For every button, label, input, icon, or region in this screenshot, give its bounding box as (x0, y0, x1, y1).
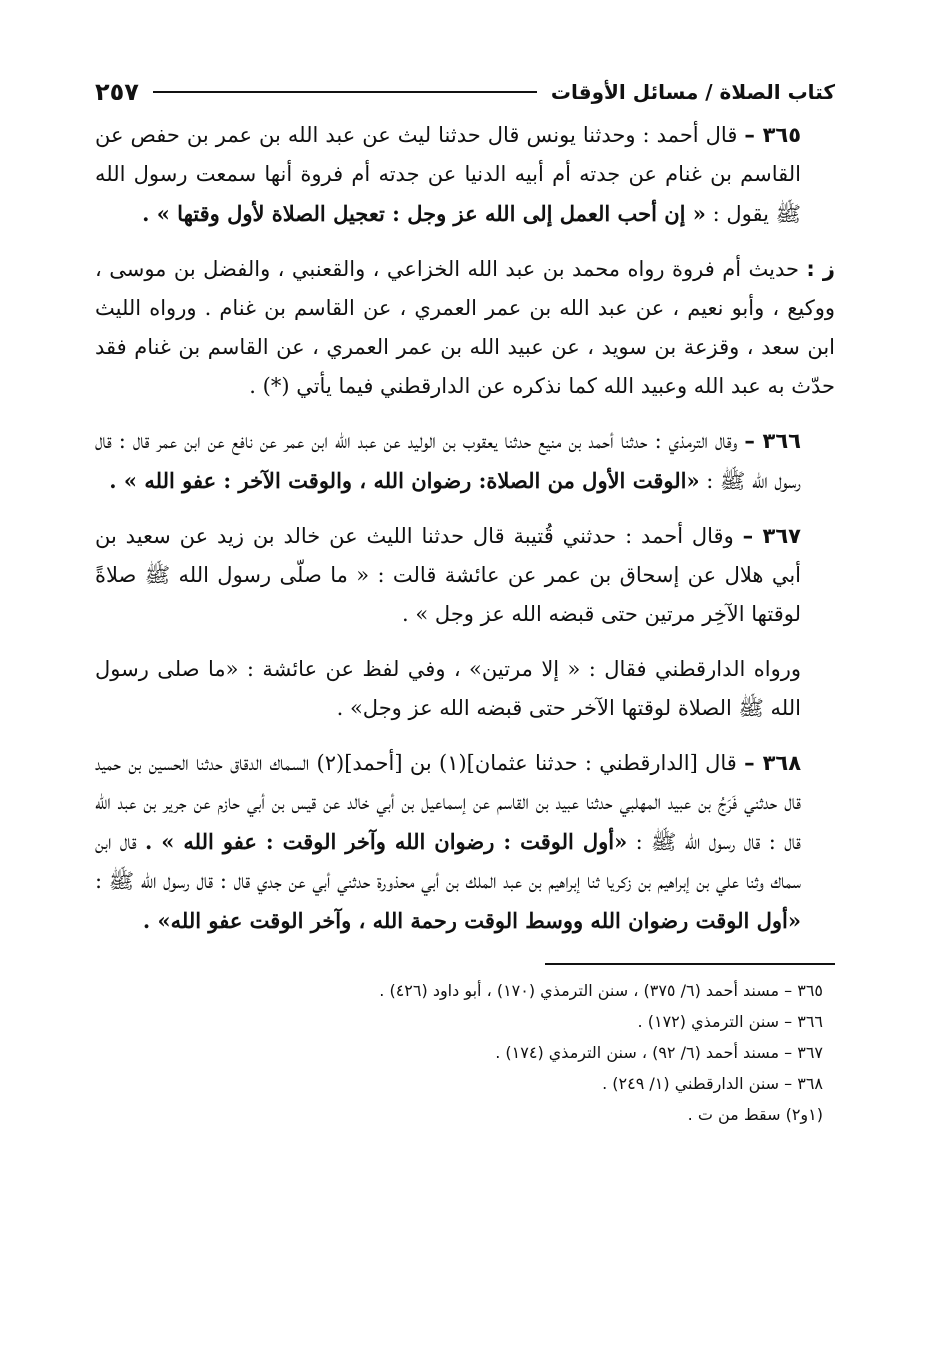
commentary-paragraph (95, 250, 835, 406)
commentary-text: حديث أم فروة رواه محمد بن عبد الله الخزاعي ، والقعنبي ، والفضل بن موسى ، ووكيع ، وأبو نعيم ، عن عبد الله بن عمر العمري ، عن القاسم بن غنام . ورواه الليث ابن سعد ، وقزعة بن سويد ، عن عبيد الله بن عمر العمري ، عن القاسم بن غنام فقد حدّث به عبد الله وعبيد الله كما نذكره عن الدارقطني فيما يأتي (*) . (95, 257, 835, 398)
header-rule (153, 91, 537, 93)
running-header (95, 72, 835, 112)
footnote-item: ٣٦٥ – مسند أحمد (٦/ ٣٧٥) ، سنن الترمذي (١٧٠) ، أبو داود (٤٢٦) . (379, 981, 823, 1000)
note-text: ورواه الدارقطني فقال : « إلا مرتين» ، وفي لفظ عن عائشة : «ما صلى رسول الله ﷺ الصلاة لوقتها الآخر حتى قبضه الله عز وجل» . (95, 657, 801, 720)
hadith-number: ٣٦٧ – (742, 524, 801, 548)
hadith-367 (95, 517, 835, 634)
footnotes-list (95, 975, 835, 1130)
chapter-title: كتاب الصلاة / مسائل الأوقات (550, 80, 835, 104)
page-number: ٢٥٧ (95, 78, 139, 106)
footnote-item: (١و٢) سقط من ت . (687, 1105, 823, 1124)
hadith-number: ٣٦٨ – (744, 751, 802, 775)
hadith-368 (95, 744, 835, 941)
commentary-marker: ز : (806, 257, 835, 281)
hadith-quote: «الوقت الأول من الصلاة: رضوان الله ، والوقت الآخر : عفو الله » . (109, 468, 700, 493)
footnote-item: ٣٦٧ – مسند أحمد (٦/ ٩٢) ، سنن الترمذي (١٧٤) . (495, 1043, 823, 1062)
hadith-number: ٣٦٥ – (744, 123, 802, 147)
hadith-quote-second: «أول الوقت رضوان الله ووسط الوقت رحمة الله ، وآخر الوقت عفو الله» . (142, 908, 801, 933)
hadith-text: وقال أحمد : حدثني قُتيبة قال حدثنا الليث عن خالد بن زيد عن سعيد بن أبي هلال عن إسحاق بن عمر عن عائشة قالت : « ما صلّى رسول الله ﷺ صلاةً لوقتها الآخِر مرتين حتى قبضه الله عز وجل » . (95, 524, 801, 626)
footnote-item: ٣٦٦ – سنن الترمذي (١٧٢) . (637, 1012, 823, 1031)
footnote-separator (545, 963, 835, 965)
hadith-number: ٣٦٦ – (744, 429, 801, 453)
footnote-item: ٣٦٨ – سنن الدارقطني (١/ ٢٤٩) . (602, 1074, 823, 1093)
hadith-text: قال [الدارقطني : حدثنا عثمان](١) بن [أحمد](٢) السماك الدقاق حدثنا الحسين بن حميد قال حدثني فَرَجُ بن عبيد المهلبي حدثنا عبيد بن القاسم عن إسماعيل بن أبي خالد عن قيس بن أبي حازم عن جرير بن عبد الله قال : قال رسول الله ﷺ : (95, 751, 801, 854)
main-text (95, 116, 835, 941)
hadith-366 (95, 422, 835, 501)
hadith-text-continued: قال ابن سماك وثنا علي بن إبراهيم بن زكريا ثنا إبراهيم بن عبد الملك بن أبي محذورة حدثني أبي عن جدي قال : قال رسول الله ﷺ : (95, 830, 801, 893)
hadith-quote: «أول الوقت : رضوان الله وآخر الوقت : عفو الله » . (144, 829, 628, 854)
hadith-quote: « إن أحب العمل إلى الله عز وجل : تعجيل الصلاة لأول وقتها » . (142, 201, 706, 226)
daraqutni-note (95, 650, 835, 728)
hadith-text: وقال الترمذي : حدثنا أحمد بن منيع حدثنا يعقوب بن الوليد عن عبد الله ابن عمر عن نافع عن ابن عمر قال : قال رسول الله ﷺ : (95, 429, 801, 493)
hadith-365 (95, 116, 835, 234)
hadith-text: قال أحمد : وحدثنا يونس قال حدثنا ليث عن عبد الله بن عمر بن حفص عن القاسم بن غنام عن جدته أم أبيه الدنيا عن جدته أم فروة أنها سمعت رسول الله ﷺ يقول : (95, 123, 801, 226)
book-page (95, 72, 835, 1332)
